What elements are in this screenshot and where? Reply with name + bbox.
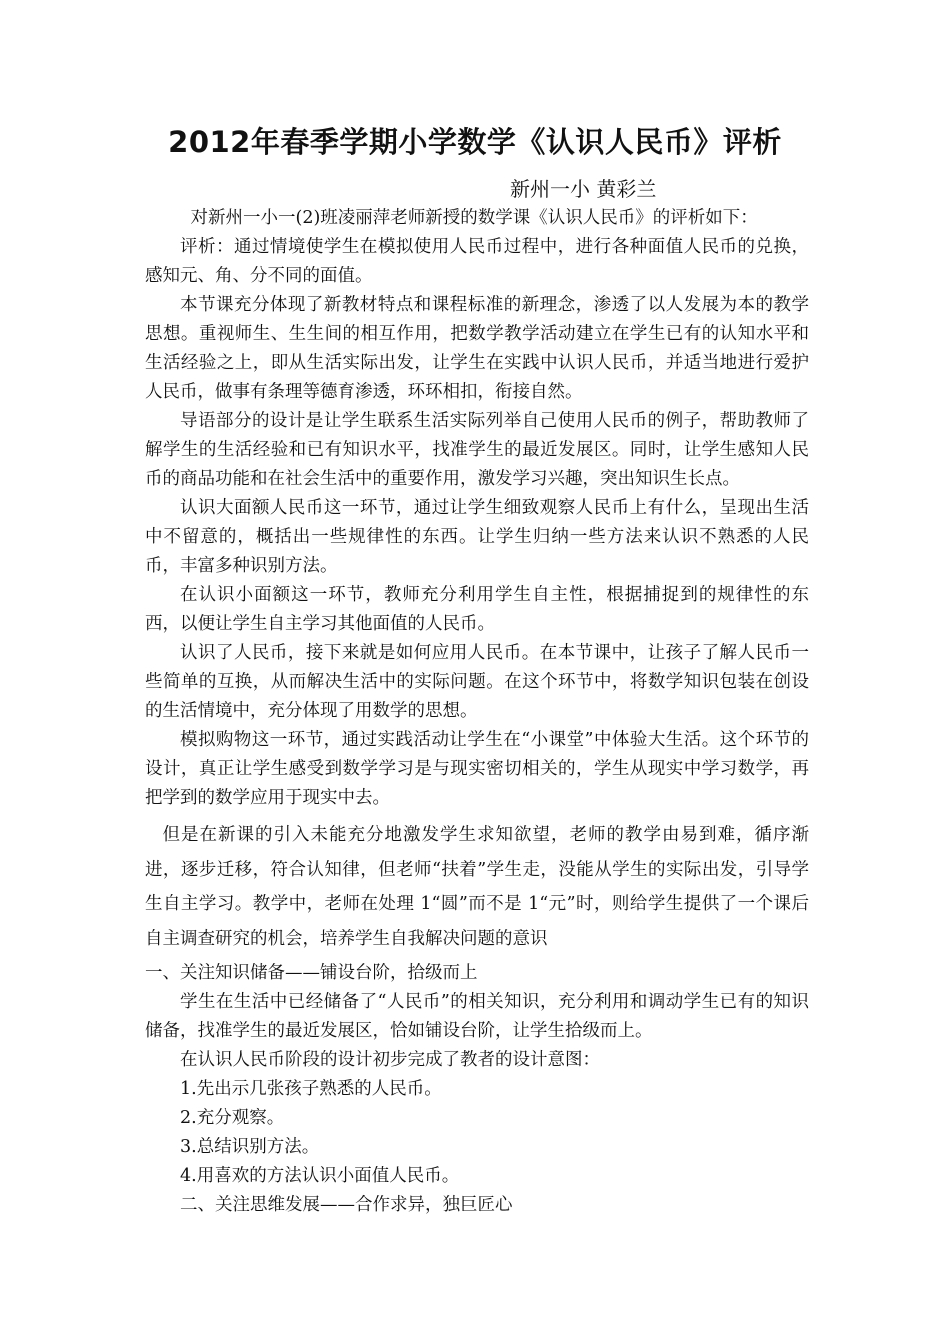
list-item: 3.总结识别方法。 xyxy=(180,1137,320,1157)
document-author: 新州一小 黄彩兰 xyxy=(510,177,657,201)
list-item: 4.用喜欢的方法认识小面值人民币。 xyxy=(180,1166,460,1186)
section-heading: 一、关注知识储备——铺设台阶，拾级而上 xyxy=(145,963,478,983)
document-body xyxy=(145,204,809,1220)
paragraph: 认识了人民币，接下来就是如何应用人民币。在本节课中，让孩子了解人民币一些简单的互换，从而解决生活中的实际问题。在这个环节中，将数学知识包装在创设的生活情境中，充分体现了用数学的思想。 xyxy=(145,643,809,721)
section-heading: 二、关注思维发展——合作求异，独巨匠心 xyxy=(180,1195,513,1215)
intro-paragraph: 对新州一小一(2)班凌丽萍老师新授的数学课《认识人民币》的评析如下： xyxy=(190,208,758,228)
paragraph: 学生在生活中已经储备了“人民币”的相关知识，充分利用和调动学生已有的知识储备，找准学生的最近发展区，恰如铺设台阶，让学生拾级而上。 xyxy=(145,992,809,1041)
list-item: 1.先出示几张孩子熟悉的人民币。 xyxy=(180,1079,442,1099)
paragraph: 在认识小面额这一环节，教师充分利用学生自主性，根据捕捉到的规律性的东西，以便让学生自主学习其他面值的人民币。 xyxy=(145,585,809,634)
paragraph: 但是在新课的引入未能充分地激发学生求知欲望，老师的教学由易到难，循序渐进，逐步迁移，符合认知律，但老师“扶着”学生走，没能从学生的实际出发，引导学生自主学习。教学中，老师在处理 1“圆”而不是 1“元”时，则给学生提供了一个课后自主调查研究的机会，培养学生自我解决问题的意识 xyxy=(145,825,809,949)
document-title: 2012年春季学期小学数学《认识人民币》评析 xyxy=(168,125,782,159)
paragraph: 评析：通过情境使学生在模拟使用人民币过程中，进行各种面值人民币的兑换，感知元、角、分不同的面值。 xyxy=(145,237,809,286)
paragraph: 导语部分的设计是让学生联系生活实际列举自己使用人民币的例子，帮助教师了解学生的生活经验和已有知识水平，找准学生的最近发展区。同时，让学生感知人民币的商品功能和在社会生活中的重要作用，激发学习兴趣，突出知识生长点。 xyxy=(145,411,809,489)
paragraph: 在认识人民币阶段的设计初步完成了教者的设计意图： xyxy=(180,1050,600,1070)
paragraph: 认识大面额人民币这一环节，通过让学生细致观察人民币上有什么，呈现出生活中不留意的，概括出一些规律性的东西。让学生归纳一些方法来认识不熟悉的人民币，丰富多种识别方法。 xyxy=(145,498,809,576)
paragraph: 模拟购物这一环节，通过实践活动让学生在“小课堂”中体验大生活。这个环节的设计，真正让学生感受到数学学习是与现实密切相关的，学生从现实中学习数学，再把学到的数学应用于现实中去。 xyxy=(145,730,809,808)
list-item: 2.充分观察。 xyxy=(180,1108,285,1128)
paragraph: 本节课充分体现了新教材特点和课程标准的新理念，渗透了以人发展为本的教学思想。重视师生、生生间的相互作用，把数学教学活动建立在学生已有的认知水平和生活经验之上，即从生活实际出发，让学生在实践中认识人民币，并适当地进行爱护人民币，做事有条理等德育渗透，环环相扣，衔接自然。 xyxy=(145,295,809,402)
